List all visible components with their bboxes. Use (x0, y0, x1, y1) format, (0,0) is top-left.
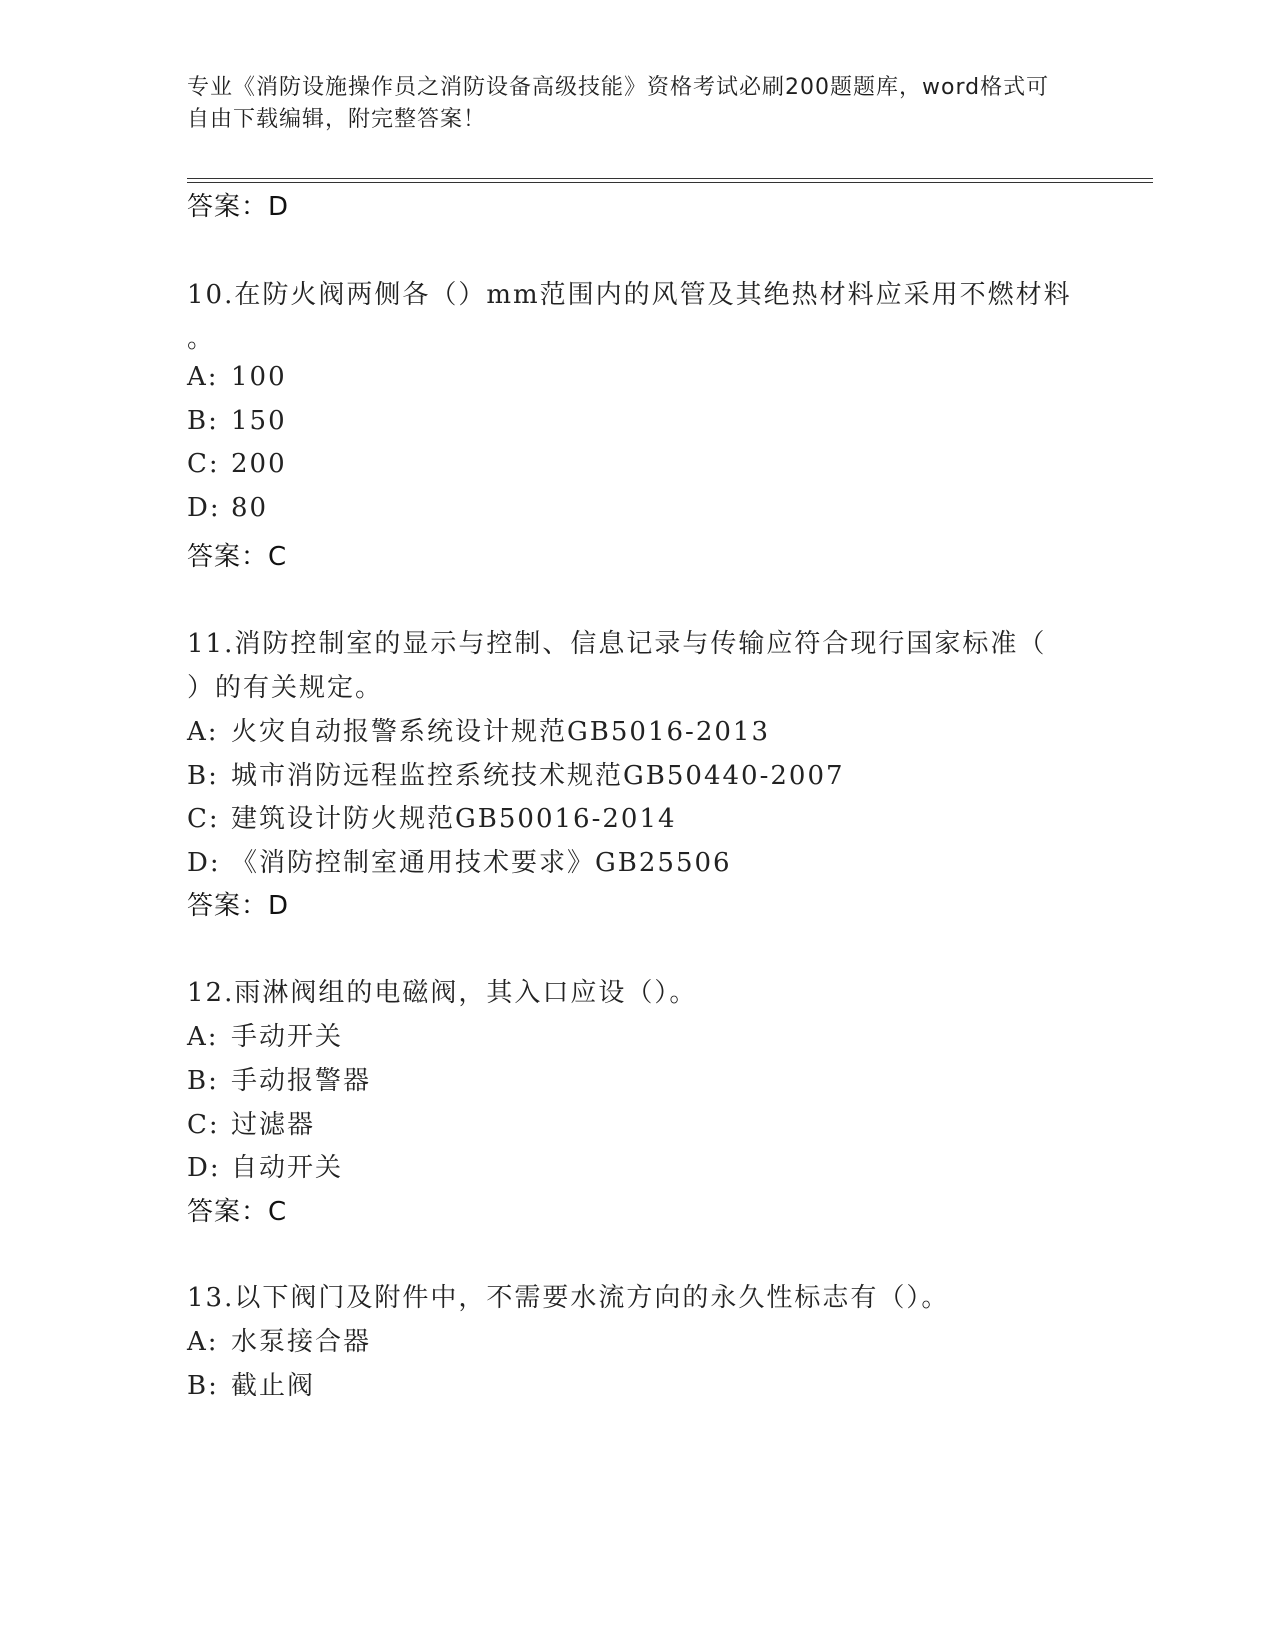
option-a (187, 1016, 343, 1053)
option-text: 过滤器 (231, 1110, 316, 1140)
option-label: A: (187, 717, 219, 747)
option-c (187, 798, 677, 835)
previous-answer: 答案：D (187, 192, 290, 222)
option-label: A: (187, 1022, 219, 1052)
option-label: A: (187, 362, 219, 392)
option-text: 城市消防远程监控系统技术规范GB50440-2007 (231, 761, 845, 791)
question-stem: 10.在防火阀两侧各（）mm范围内的风管及其绝热材料应采用不燃材料 (187, 280, 1072, 310)
option-d (187, 842, 732, 879)
option-label: B: (187, 406, 219, 436)
option-text: 手动报警器 (231, 1066, 372, 1096)
question-stem: 11.消防控制室的显示与控制、信息记录与传输应符合现行国家标准（ (187, 629, 1047, 659)
option-text: 火灾自动报警系统设计规范GB5016-2013 (231, 717, 770, 747)
answer: 答案：D (187, 891, 290, 921)
option-text: 自动开关 (231, 1153, 344, 1183)
document-header: 专业《消防设施操作员之消防设备高级技能》资格考试必刷200题题库，word格式可自由下载编辑，附完整答案！ (187, 75, 1050, 132)
option-label: C: (187, 1110, 220, 1140)
option-b (187, 406, 287, 436)
option-a (187, 1321, 371, 1358)
option-c (187, 449, 287, 479)
option-b (187, 1365, 315, 1402)
option-d (187, 1147, 343, 1184)
question-stem-continued: ）的有关规定。 (187, 673, 384, 703)
option-label: B: (187, 1371, 219, 1401)
answer: 答案：C (187, 542, 288, 572)
option-label: B: (187, 1066, 219, 1096)
option-b (187, 755, 845, 792)
option-label: C: (187, 449, 220, 479)
option-text: 水泵接合器 (231, 1327, 372, 1357)
option-text: 200 (231, 449, 287, 479)
answer: 答案：C (187, 1197, 288, 1227)
question-stem: 13.以下阀门及附件中，不需要水流方向的永久性标志有（）。 (187, 1283, 950, 1313)
option-label: D: (187, 1153, 221, 1183)
header-divider-bottom (187, 182, 1153, 183)
option-text: 手动开关 (231, 1022, 344, 1052)
option-text: 80 (231, 493, 269, 523)
option-label: A: (187, 1327, 219, 1357)
option-a (187, 711, 770, 748)
option-text: 150 (231, 406, 287, 436)
option-text: 100 (231, 362, 287, 392)
option-text: 《消防控制室通用技术要求》GB25506 (231, 848, 732, 878)
option-label: B: (187, 761, 219, 791)
option-text: 截止阀 (231, 1371, 316, 1401)
option-label: C: (187, 804, 220, 834)
option-d (187, 493, 268, 523)
header-divider-top (187, 178, 1153, 179)
question-stem: 12.雨淋阀组的电磁阀，其入口应设（）。 (187, 978, 698, 1008)
option-c (187, 1104, 315, 1141)
option-text: 建筑设计防火规范GB50016-2014 (231, 804, 677, 834)
question-stem-continued: 。 (187, 324, 216, 354)
option-label: D: (187, 848, 221, 878)
option-a (187, 362, 287, 392)
option-label: D: (187, 493, 221, 523)
option-b (187, 1060, 371, 1097)
